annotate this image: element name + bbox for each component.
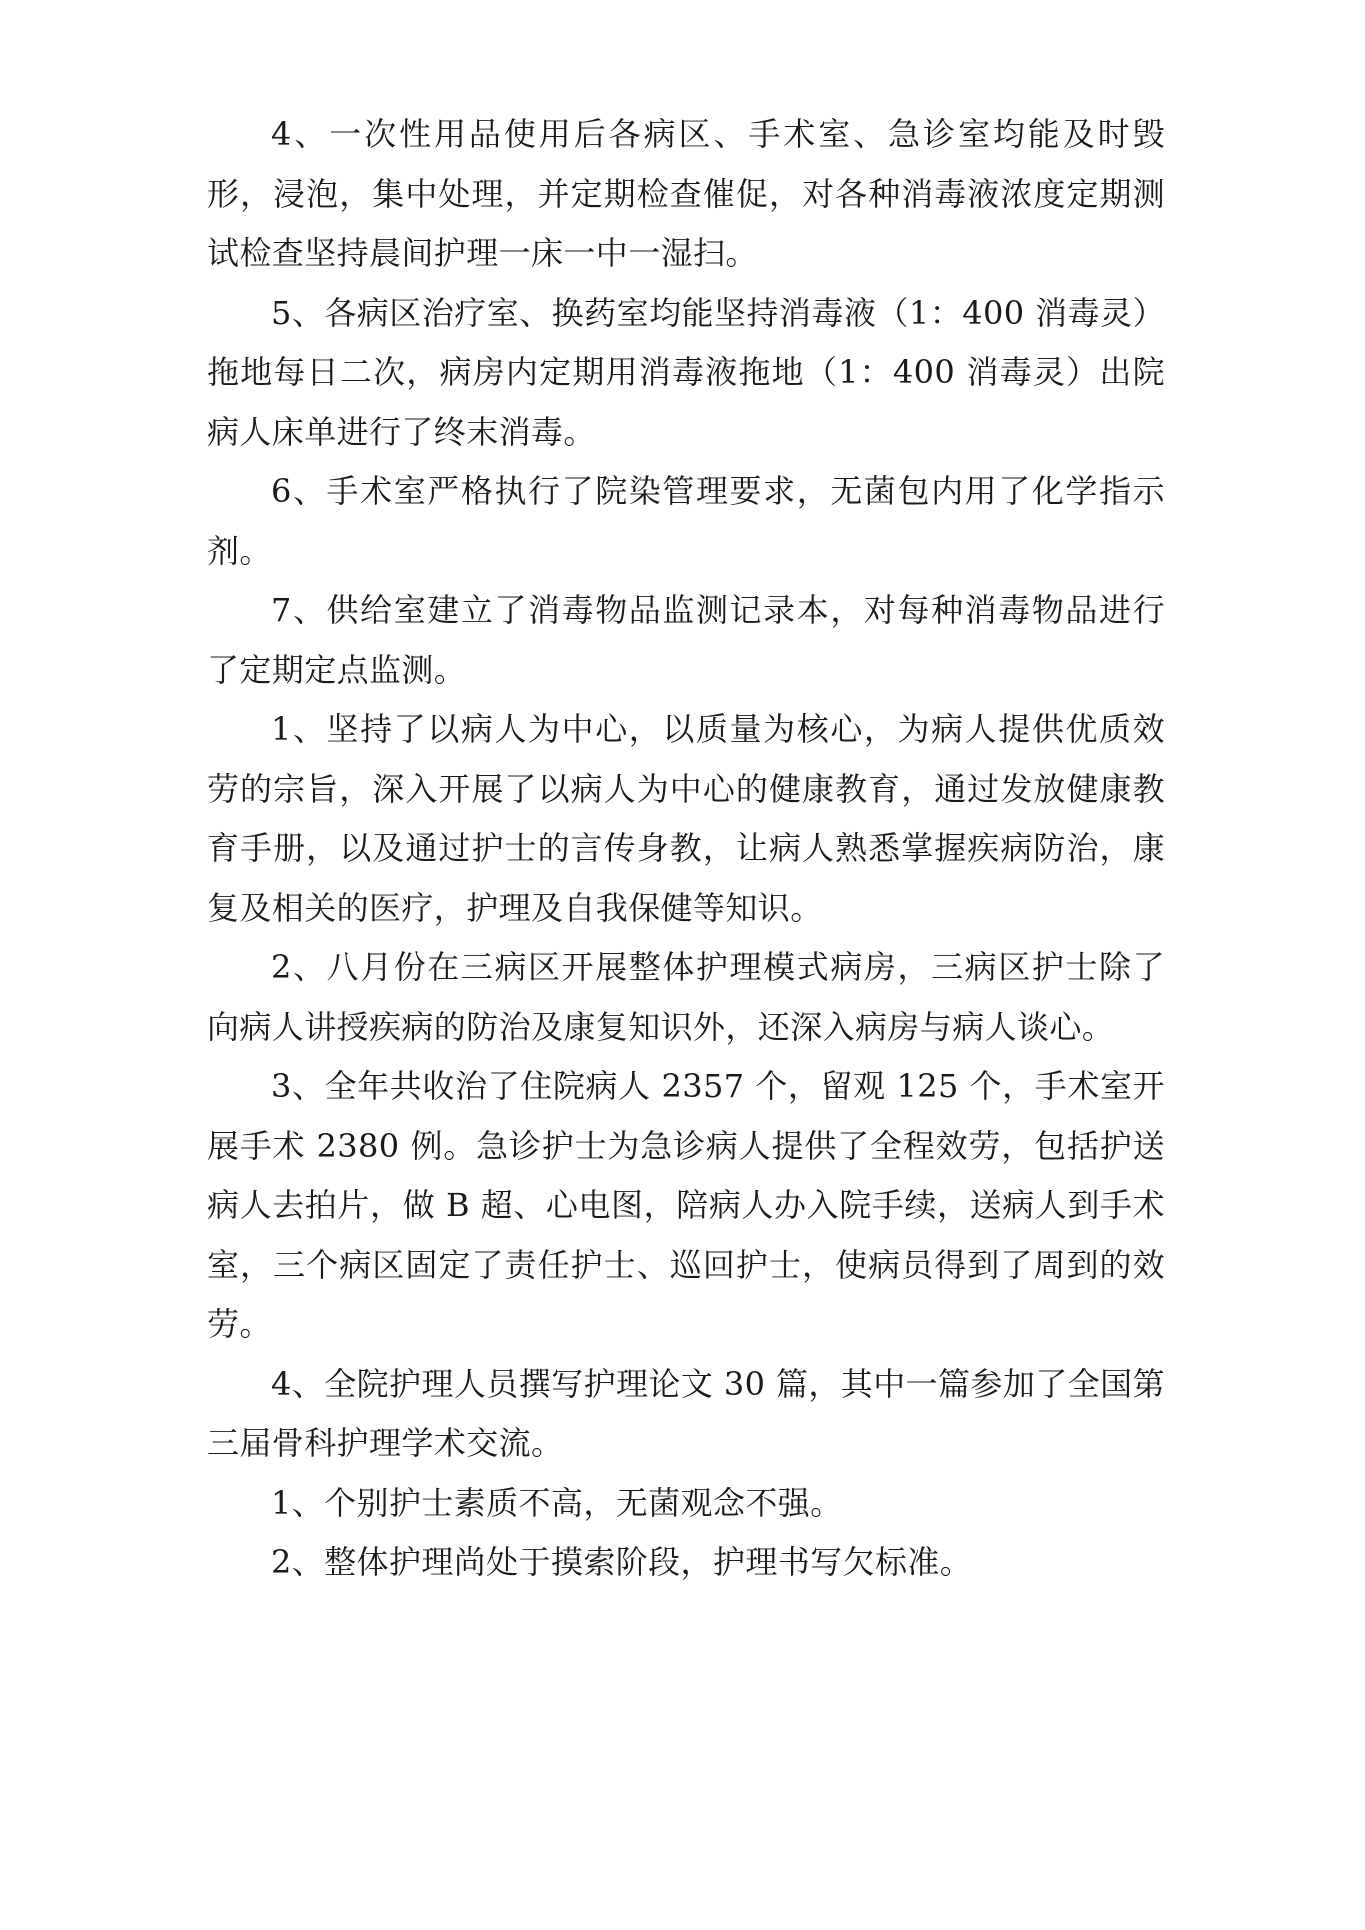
paragraph-disposable-items: 4、一次性用品使用后各病区、手术室、急诊室均能及时毁形，浸泡，集中处理，并定期检查催促，对各种消毒液浓度定期测试检查坚持晨间护理一床一中一湿扫。 — [207, 115, 1165, 272]
paragraph-supply-room: 7、供给室建立了消毒物品监测记录本，对每种消毒物品进行了定期定点监测。 — [207, 591, 1165, 689]
document-page — [207, 105, 1165, 1593]
paragraph-nursing-papers: 4、全院护理人员撰写护理论文 30 篇，其中一篇参加了全国第三届骨科护理学术交流。 — [207, 1364, 1165, 1462]
paragraph-disinfectant-mopping: 5、各病区治疗室、换药室均能坚持消毒液（1：400 消毒灵）拖地每日二次，病房内定期用消毒液拖地（1：400 消毒灵）出院病人床单进行了终末消毒。 — [207, 293, 1165, 451]
paragraph-holistic-nursing-ward: 2、八月份在三病区开展整体护理模式病房，三病区护士除了向病人讲授疾病的防治及康复知识外，还深入病房与病人谈心。 — [207, 948, 1165, 1046]
paragraph-problem-quality: 1、个别护士素质不高，无菌观念不强。 — [271, 1483, 843, 1522]
paragraph-annual-statistics: 3、全年共收治了住院病人 2357 个，留观 125 个，手术室开展手术 2380 例。急诊护士为急诊病人提供了全程效劳，包括护送病人去拍片，做 B 超、心电图，陪病人办入院手续，送病人到手术室，三个病区固定了责任护士、巡回护士，使病员得到了周到的效劳。 — [207, 1067, 1165, 1343]
paragraph-problem-records: 2、整体护理尚处于摸索阶段，护理书写欠标准。 — [271, 1543, 973, 1581]
paragraph-operating-room: 6、手术室严格执行了院染管理要求，无菌包内用了化学指示剂。 — [207, 472, 1165, 570]
paragraph-patient-centered: 1、坚持了以病人为中心，以质量为核心，为病人提供优质效劳的宗旨，深入开展了以病人为中心的健康教育，通过发放健康教育手册，以及通过护士的言传身教，让病人熟悉掌握疾病防治，康复及相关的医疗，护理及自我保健等知识。 — [207, 710, 1165, 927]
